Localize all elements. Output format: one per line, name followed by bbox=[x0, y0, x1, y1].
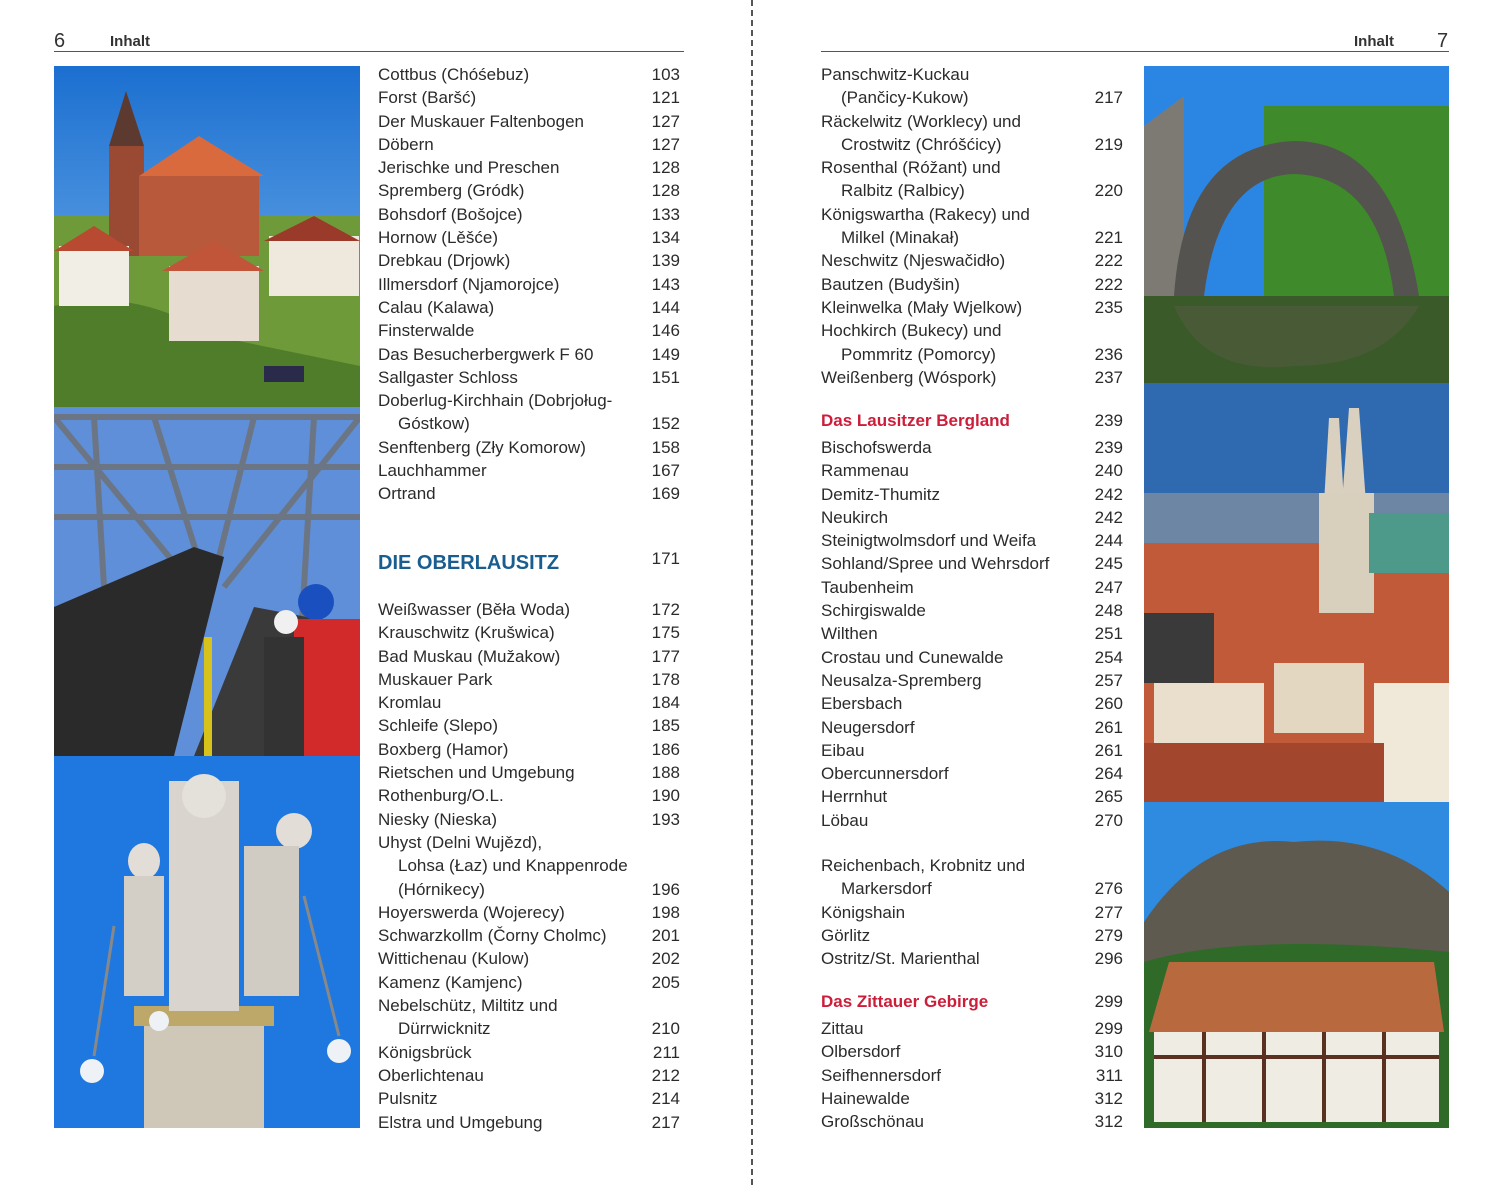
toc-entry-label: Hornow (Lěšće) bbox=[378, 228, 498, 248]
toc-entry-label: Olbersdorf bbox=[821, 1042, 901, 1062]
toc-entry-label: Großschönau bbox=[821, 1112, 924, 1132]
toc-entry bbox=[821, 947, 1123, 970]
toc-entry bbox=[821, 877, 1123, 900]
toc-entry-page: 276 bbox=[1094, 879, 1123, 899]
toc-entry bbox=[378, 343, 680, 366]
toc-entry-label: Bohsdorf (Bošojce) bbox=[378, 204, 523, 224]
toc-entry bbox=[821, 156, 1123, 179]
toc-entry-page: 239 bbox=[1094, 438, 1123, 457]
toc-entry-label: Muskauer Park bbox=[378, 669, 493, 689]
toc-entry bbox=[378, 714, 680, 737]
toc-entry-label: Hainewalde bbox=[821, 1088, 910, 1108]
toc-entry bbox=[378, 133, 680, 156]
right-toc-list-a bbox=[821, 63, 1123, 389]
toc-entry-label: Bautzen (Budyšin) bbox=[821, 274, 960, 294]
toc-entry-label: Weißwasser (Běła Woda) bbox=[378, 600, 571, 619]
toc-entry bbox=[378, 179, 680, 202]
toc-entry-label: Döbern bbox=[378, 134, 434, 154]
toc-entry-label: Doberlug-Kirchhain (Dobrjoług- bbox=[378, 391, 613, 411]
toc-entry bbox=[821, 669, 1123, 692]
toc-entry-label: Neschwitz (Njeswačidło) bbox=[821, 251, 1006, 271]
toc-entry-page: 245 bbox=[1094, 554, 1123, 574]
section-heading-oberlausitz bbox=[378, 549, 680, 579]
toc-entry bbox=[821, 1110, 1123, 1133]
toc-entry-page: 219 bbox=[1094, 134, 1123, 154]
toc-entry bbox=[378, 1064, 680, 1087]
toc-entry-page: 186 bbox=[651, 739, 680, 759]
toc-entry-page: 257 bbox=[1094, 670, 1123, 690]
toc-entry-label: Crostwitz (Chróšćicy) bbox=[841, 134, 1002, 154]
toc-entry bbox=[821, 506, 1123, 529]
toc-entry-label: Neusalza-Spremberg bbox=[821, 670, 982, 690]
toc-entry bbox=[378, 994, 680, 1017]
toc-entry-page: 190 bbox=[651, 786, 680, 806]
left-toc-list-a bbox=[378, 63, 680, 506]
toc-entry bbox=[821, 739, 1123, 762]
toc-entry-label: Niesky (Nieska) bbox=[378, 809, 498, 829]
toc-entry bbox=[378, 761, 680, 784]
toc-entry bbox=[821, 203, 1123, 226]
toc-entry-page: 312 bbox=[1094, 1088, 1123, 1108]
toc-entry bbox=[378, 947, 680, 970]
toc-entry-label: Schirgiswalde bbox=[821, 601, 926, 621]
toc-entry-page: 128 bbox=[651, 181, 680, 201]
section-title: Das Zittauer Gebirge bbox=[821, 992, 989, 1011]
toc-entry-page: 128 bbox=[651, 158, 680, 178]
toc-entry-label: Taubenheim bbox=[821, 577, 914, 597]
toc-entry-label: Eibau bbox=[821, 740, 865, 760]
toc-entry bbox=[378, 436, 680, 459]
left-header-title: Inhalt bbox=[110, 33, 150, 50]
toc-entry bbox=[821, 529, 1123, 552]
section-page: 171 bbox=[651, 549, 680, 568]
toc-entry-page: 152 bbox=[651, 414, 680, 434]
toc-entry bbox=[378, 63, 680, 86]
toc-entry-page: 279 bbox=[1094, 925, 1123, 945]
toc-entry bbox=[378, 296, 680, 319]
toc-entry-page: 214 bbox=[651, 1089, 680, 1109]
toc-entry-label: Kamenz (Kamjenc) bbox=[378, 972, 523, 992]
toc-entry-page: 151 bbox=[651, 367, 680, 387]
toc-entry-label: Schleife (Slepo) bbox=[378, 716, 499, 736]
photo-goerlitz-rooftops bbox=[1144, 383, 1449, 802]
toc-entry bbox=[378, 1041, 680, 1064]
toc-entry-label: Obercunnersdorf bbox=[821, 764, 949, 784]
right-toc-list-d bbox=[821, 1017, 1123, 1133]
toc-entry-page: 244 bbox=[1094, 531, 1123, 551]
toc-entry bbox=[378, 156, 680, 179]
left-toc-list-b bbox=[378, 598, 680, 1134]
toc-entry bbox=[378, 854, 680, 877]
right-page-number: 7 bbox=[1437, 30, 1449, 52]
toc-entry-page: 265 bbox=[1094, 787, 1123, 807]
toc-entry bbox=[821, 599, 1123, 622]
toc-entry-label: Rietschen und Umgebung bbox=[378, 763, 575, 783]
toc-entry-page: 175 bbox=[651, 623, 680, 643]
toc-entry bbox=[821, 1017, 1123, 1040]
toc-entry-label: Neukirch bbox=[821, 507, 889, 527]
toc-entry-label: Drebkau (Drjowk) bbox=[378, 251, 511, 271]
toc-entry-page: 217 bbox=[651, 1112, 680, 1132]
toc-entry-label: Oberlichtenau bbox=[378, 1065, 484, 1085]
toc-entry bbox=[378, 784, 680, 807]
toc-entry-page: 296 bbox=[1094, 949, 1123, 969]
toc-entry-page: 248 bbox=[1094, 601, 1123, 621]
toc-entry bbox=[821, 459, 1123, 482]
toc-entry bbox=[378, 901, 680, 924]
toc-entry bbox=[821, 366, 1123, 389]
left-header-rule bbox=[54, 51, 684, 52]
toc-entry-page: 127 bbox=[651, 134, 680, 154]
section-title: Das Lausitzer Bergland bbox=[821, 411, 1010, 430]
toc-entry bbox=[378, 366, 680, 389]
toc-entry-label: Sohland/Spree und Wehrsdorf bbox=[821, 554, 1050, 574]
toc-entry bbox=[378, 831, 680, 854]
toc-entry-page: 261 bbox=[1094, 717, 1123, 737]
toc-entry-label: Königshain bbox=[821, 902, 906, 922]
toc-entry-label: Königsbrück bbox=[378, 1042, 472, 1062]
toc-entry-label: Demitz-Thumitz bbox=[821, 484, 941, 504]
toc-entry bbox=[821, 646, 1123, 669]
toc-entry-label: Markersdorf bbox=[841, 879, 932, 899]
toc-entry-label: Finsterwalde bbox=[378, 321, 475, 341]
toc-entry-label: Reichenbach, Krobnitz und bbox=[821, 856, 1026, 875]
toc-entry bbox=[378, 645, 680, 668]
toc-entry bbox=[821, 1064, 1123, 1087]
toc-entry-page: 134 bbox=[651, 228, 680, 248]
toc-entry-label: Der Muskauer Faltenbogen bbox=[378, 111, 585, 131]
toc-entry-page: 178 bbox=[651, 669, 680, 689]
toc-entry bbox=[378, 1111, 680, 1134]
toc-entry-label: Hoyerswerda (Wojerecy) bbox=[378, 902, 565, 922]
right-header-rule bbox=[821, 51, 1449, 52]
photo-church-town bbox=[54, 66, 360, 407]
left-page-number: 6 bbox=[54, 30, 66, 52]
toc-entry-page: 261 bbox=[1094, 740, 1123, 760]
toc-entry-label: Jerischke und Preschen bbox=[378, 158, 560, 178]
toc-entry-label: Ostritz/St. Marienthal bbox=[821, 949, 980, 969]
toc-entry-label: Herrnhut bbox=[821, 787, 888, 807]
toc-entry bbox=[378, 226, 680, 249]
section-title: DIE OBERLAUSITZ bbox=[378, 552, 560, 574]
toc-entry-page: 222 bbox=[1094, 251, 1123, 271]
toc-entry-page: 299 bbox=[1094, 1019, 1123, 1038]
toc-entry bbox=[378, 86, 680, 109]
toc-entry bbox=[821, 785, 1123, 808]
toc-entry-label: Kromlau bbox=[378, 693, 442, 713]
toc-entry bbox=[821, 1087, 1123, 1110]
toc-entry-page: 220 bbox=[1094, 181, 1123, 201]
toc-entry-label: Lauchhammer bbox=[378, 461, 487, 481]
page-fold-line bbox=[751, 0, 753, 1185]
toc-entry-label: Sallgaster Schloss bbox=[378, 367, 518, 387]
toc-entry-label: Calau (Kalawa) bbox=[378, 297, 495, 317]
toc-entry bbox=[821, 901, 1123, 924]
toc-entry-page: 193 bbox=[651, 809, 680, 829]
toc-entry bbox=[821, 86, 1123, 109]
toc-entry bbox=[378, 110, 680, 133]
photo-zittau-house-rocks bbox=[1144, 802, 1449, 1128]
toc-entry bbox=[821, 1040, 1123, 1063]
toc-entry-page: 235 bbox=[1094, 297, 1123, 317]
toc-entry-label: Elstra und Umgebung bbox=[378, 1112, 543, 1132]
toc-entry-label: Panschwitz-Kuckau bbox=[821, 65, 970, 84]
toc-entry-page: 270 bbox=[1094, 810, 1123, 830]
toc-entry-label: Boxberg (Hamor) bbox=[378, 739, 509, 759]
toc-entry bbox=[821, 716, 1123, 739]
section-heading-zittauer-gebirge bbox=[821, 991, 1123, 1015]
toc-entry bbox=[378, 924, 680, 947]
toc-entry bbox=[821, 343, 1123, 366]
toc-entry-page: 133 bbox=[651, 204, 680, 224]
toc-entry bbox=[821, 179, 1123, 202]
toc-entry-label: Das Besucherbergwerk F 60 bbox=[378, 344, 594, 364]
toc-entry-label: Milkel (Minakał) bbox=[841, 228, 960, 248]
toc-entry-page: 188 bbox=[651, 763, 680, 783]
photo-rakotz-bridge bbox=[1144, 66, 1449, 383]
toc-entry-label: Räckelwitz (Worklecy) und bbox=[821, 111, 1021, 131]
toc-entry bbox=[378, 249, 680, 272]
toc-entry-label: Kleinwelka (Mały Wjelkow) bbox=[821, 297, 1023, 317]
toc-entry-page: 184 bbox=[651, 693, 680, 713]
toc-entry-label: Königswartha (Rakecy) und bbox=[821, 204, 1030, 224]
toc-entry-page: 210 bbox=[651, 1019, 680, 1039]
toc-entry bbox=[378, 971, 680, 994]
toc-entry-page: 144 bbox=[651, 297, 680, 317]
toc-entry-label: (Hórnikecy) bbox=[398, 879, 485, 899]
photo-conveyor-bridge bbox=[54, 407, 360, 756]
toc-entry bbox=[821, 762, 1123, 785]
toc-entry-page: 260 bbox=[1094, 694, 1123, 714]
toc-entry-page: 149 bbox=[651, 344, 680, 364]
toc-entry-page: 254 bbox=[1094, 647, 1123, 667]
toc-entry bbox=[378, 691, 680, 714]
toc-entry bbox=[378, 482, 680, 505]
toc-entry-page: 240 bbox=[1094, 461, 1123, 481]
toc-entry bbox=[378, 1017, 680, 1040]
toc-entry bbox=[821, 576, 1123, 599]
toc-entry bbox=[821, 110, 1123, 133]
toc-entry-page: 312 bbox=[1094, 1112, 1123, 1132]
toc-entry-label: Görlitz bbox=[821, 925, 871, 945]
toc-entry-page: 264 bbox=[1094, 764, 1123, 784]
toc-entry-label: Illmersdorf (Njamorojce) bbox=[378, 274, 560, 294]
toc-entry bbox=[821, 63, 1123, 86]
toc-entry bbox=[821, 319, 1123, 342]
toc-entry-label: Ebersbach bbox=[821, 694, 903, 714]
toc-entry-page: 251 bbox=[1094, 624, 1123, 644]
toc-entry-page: 205 bbox=[651, 972, 680, 992]
toc-entry-label: Seifhennersdorf bbox=[821, 1065, 942, 1085]
section-page: 299 bbox=[1094, 992, 1123, 1011]
toc-entry-page: 169 bbox=[651, 484, 680, 504]
toc-entry bbox=[821, 483, 1123, 506]
toc-entry-label: Lohsa (Łaz) und Knappenrode bbox=[398, 856, 628, 876]
toc-entry-page: 127 bbox=[651, 111, 680, 131]
toc-entry bbox=[821, 436, 1123, 459]
toc-entry-label: Dürrwicknitz bbox=[398, 1019, 491, 1039]
toc-entry bbox=[821, 854, 1123, 877]
toc-entry-page: 167 bbox=[651, 461, 680, 481]
right-header-title: Inhalt bbox=[1354, 33, 1394, 50]
toc-entry-page: 196 bbox=[651, 879, 680, 899]
toc-entry bbox=[821, 622, 1123, 645]
toc-entry-label: Rammenau bbox=[821, 461, 909, 481]
toc-entry bbox=[821, 273, 1123, 296]
toc-entry bbox=[821, 692, 1123, 715]
section-page: 239 bbox=[1094, 411, 1123, 430]
toc-entry bbox=[378, 878, 680, 901]
toc-entry bbox=[378, 738, 680, 761]
toc-entry-label: Nebelschütz, Miltitz und bbox=[378, 996, 558, 1016]
toc-entry-label: Pommritz (Pomorcy) bbox=[841, 344, 996, 364]
toc-entry-label: Steinigtwolmsdorf und Weifa bbox=[821, 531, 1037, 551]
toc-entry-page: 158 bbox=[651, 437, 680, 457]
toc-entry bbox=[378, 808, 680, 831]
toc-entry-page: 222 bbox=[1094, 274, 1123, 294]
toc-entry-page: 211 bbox=[652, 1042, 680, 1062]
toc-entry-label: Góstkow) bbox=[398, 414, 470, 434]
toc-entry-page: 236 bbox=[1094, 344, 1123, 364]
toc-entry bbox=[378, 319, 680, 342]
toc-entry-label: Rosenthal (Róžant) und bbox=[821, 158, 1001, 178]
toc-entry-label: Krauschwitz (Krušwica) bbox=[378, 623, 555, 643]
toc-entry-label: Weißenberg (Wóspork) bbox=[821, 367, 997, 387]
toc-entry-page: 310 bbox=[1094, 1042, 1123, 1062]
toc-entry-page: 198 bbox=[651, 902, 680, 922]
toc-entry bbox=[821, 226, 1123, 249]
toc-entry-page: 311 bbox=[1095, 1065, 1123, 1085]
toc-entry bbox=[378, 273, 680, 296]
toc-entry bbox=[378, 668, 680, 691]
right-toc-list-c bbox=[821, 854, 1123, 970]
toc-entry-label: Neugersdorf bbox=[821, 717, 915, 737]
toc-entry-page: 201 bbox=[651, 926, 680, 946]
right-toc-list-b bbox=[821, 436, 1123, 832]
toc-entry-label: Schwarzkollm (Čorny Cholmc) bbox=[378, 926, 607, 946]
toc-entry-label: Rothenburg/O.L. bbox=[378, 786, 504, 806]
toc-entry-label: Bad Muskau (Mužakow) bbox=[378, 646, 561, 666]
toc-entry-page: 247 bbox=[1094, 577, 1123, 597]
toc-entry-page: 143 bbox=[651, 274, 680, 294]
toc-entry-page: 242 bbox=[1094, 484, 1123, 504]
toc-entry-page: 217 bbox=[1094, 88, 1123, 108]
toc-entry-label: Senftenberg (Zły Komorow) bbox=[378, 437, 586, 457]
toc-entry-page: 212 bbox=[651, 1065, 680, 1085]
toc-entry bbox=[378, 203, 680, 226]
photo-glassblower-statue bbox=[54, 756, 360, 1128]
toc-entry-page: 121 bbox=[651, 88, 680, 108]
toc-entry-label: Hochkirch (Bukecy) und bbox=[821, 321, 1002, 341]
toc-entry-label: Uhyst (Delni Wujězd), bbox=[378, 832, 543, 852]
toc-entry-page: 172 bbox=[651, 600, 680, 619]
toc-entry-page: 177 bbox=[651, 646, 680, 666]
toc-entry bbox=[821, 249, 1123, 272]
toc-entry-page: 185 bbox=[651, 716, 680, 736]
toc-entry-label: Forst (Baršć) bbox=[378, 88, 477, 108]
toc-entry-page: 103 bbox=[651, 65, 680, 84]
toc-entry-page: 242 bbox=[1094, 507, 1123, 527]
toc-entry bbox=[821, 296, 1123, 319]
toc-entry-label: (Pančicy-Kukow) bbox=[841, 88, 969, 108]
toc-entry-label: Cottbus (Chóśebuz) bbox=[378, 65, 530, 84]
toc-entry bbox=[378, 459, 680, 482]
toc-entry-page: 139 bbox=[651, 251, 680, 271]
toc-entry-label: Wilthen bbox=[821, 624, 878, 644]
toc-entry bbox=[821, 552, 1123, 575]
toc-entry bbox=[378, 412, 680, 435]
section-heading-lausitzer-bergland bbox=[821, 410, 1123, 434]
toc-entry-label: Löbau bbox=[821, 810, 869, 830]
toc-entry-label: Pulsnitz bbox=[378, 1089, 438, 1109]
toc-entry bbox=[378, 621, 680, 644]
toc-entry-label: Spremberg (Gródk) bbox=[378, 181, 525, 201]
toc-entry-label: Ortrand bbox=[378, 484, 436, 504]
toc-entry bbox=[821, 924, 1123, 947]
toc-entry-page: 202 bbox=[651, 949, 680, 969]
toc-entry bbox=[821, 133, 1123, 156]
toc-entry bbox=[821, 809, 1123, 832]
toc-entry-page: 221 bbox=[1094, 228, 1123, 248]
toc-entry bbox=[378, 598, 680, 621]
toc-entry-label: Zittau bbox=[821, 1019, 864, 1038]
toc-entry-label: Wittichenau (Kulow) bbox=[378, 949, 530, 969]
toc-entry-page: 277 bbox=[1094, 902, 1123, 922]
toc-entry bbox=[378, 1087, 680, 1110]
toc-entry-page: 146 bbox=[651, 321, 680, 341]
toc-entry-label: Crostau und Cunewalde bbox=[821, 647, 1004, 667]
toc-entry bbox=[378, 389, 680, 412]
toc-entry-label: Bischofswerda bbox=[821, 438, 932, 457]
toc-entry-label: Ralbitz (Ralbicy) bbox=[841, 181, 965, 201]
toc-entry-page: 237 bbox=[1094, 367, 1123, 387]
